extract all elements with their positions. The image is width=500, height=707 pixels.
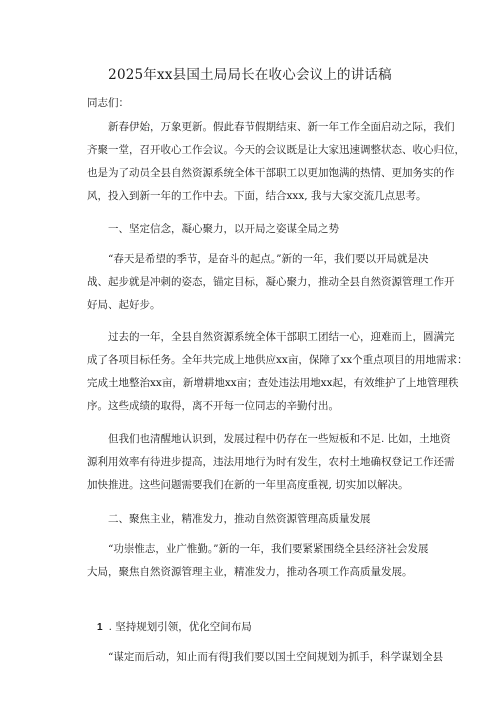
- paragraph-line: 加快推进。这些问题需要我们在新的一年里高度重视, 切实加以解决。: [87, 479, 409, 491]
- paragraph-line: 战、起步就是冲刺的姿态，锚定目标，凝心聚力，推动全县自然资源管理工作开: [87, 276, 455, 288]
- paragraph-line: 齐聚一堂，召开收心工作会议。今天的会议既是让大家迅速调整状态、收心归位，: [87, 144, 465, 156]
- numbered-item: [97, 620, 252, 635]
- paragraph-line: “功崇惟志，业广惟勤。”新的一年，我们要紧紧围绕全县经济社会发展: [108, 543, 429, 555]
- section-heading: 二、聚焦主业，精准发力，推动自然资源管理高质量发展: [108, 513, 371, 525]
- paragraph-line: 大局，聚焦自然资源管理主业，精准发力，推动各项工作高质量发展。: [87, 566, 413, 578]
- paragraph-line: 风，投入到新一年的工作中去。下面，结合xxx, 我与大家交流几点思考。: [87, 190, 427, 202]
- document-title: 2025年xx县国土局局长在收心会议上的讲话稿: [108, 67, 392, 83]
- paragraph-line: 过去的一年，全县自然资源系统全体干部职工团结一心，迎难而上，圆满完: [108, 331, 455, 343]
- section-heading: 一、坚定信念，凝心聚力，以开局之姿谋全局之势: [108, 223, 339, 235]
- paragraph-line: 但我们也清醒地认识到，发展过程中仍存在一些短板和不足. 比如，土地资: [108, 433, 451, 445]
- greeting: 同志们：: [87, 97, 129, 109]
- paragraph-line: “春天是希望的季节，是奋斗的起点。”新的一年，我们要以开局就是决: [108, 253, 429, 265]
- paragraph-line: “谋定而后动，知止而有得J我们要以国土空间规划为抓手，科学谋划全县: [108, 651, 444, 663]
- item-number: 1: [97, 622, 103, 633]
- paragraph-line: 成了各项目标任务。全年共完成上地供应xx亩，保障了xx个重点项目的用地需求：: [87, 354, 468, 366]
- paragraph-line: 完成土地整治xx亩，新增耕地xx亩；查处违法用地xx起，有效维护了上地管理秩: [87, 377, 459, 389]
- item-text: . 坚持规划引领，优化空间布局: [108, 621, 252, 633]
- paragraph-line: 好局、起好步。: [87, 299, 161, 311]
- paragraph-line: 新春伊始，万象更新。假此春节假期结束、新一年工作全面启动之际，我们: [108, 121, 455, 133]
- paragraph-line: 序。这些成绩的取得，离不开每一位同志的辛勤付出。: [87, 400, 339, 412]
- paragraph-line: 源利用效率有待进步提高，违法用地行为时有发生，农村土地确权登记工作还需: [87, 456, 455, 468]
- paragraph-line: 也是为了动员全县自然资源系统全体干部职工以更加饱满的热情、更加务实的作: [87, 167, 455, 179]
